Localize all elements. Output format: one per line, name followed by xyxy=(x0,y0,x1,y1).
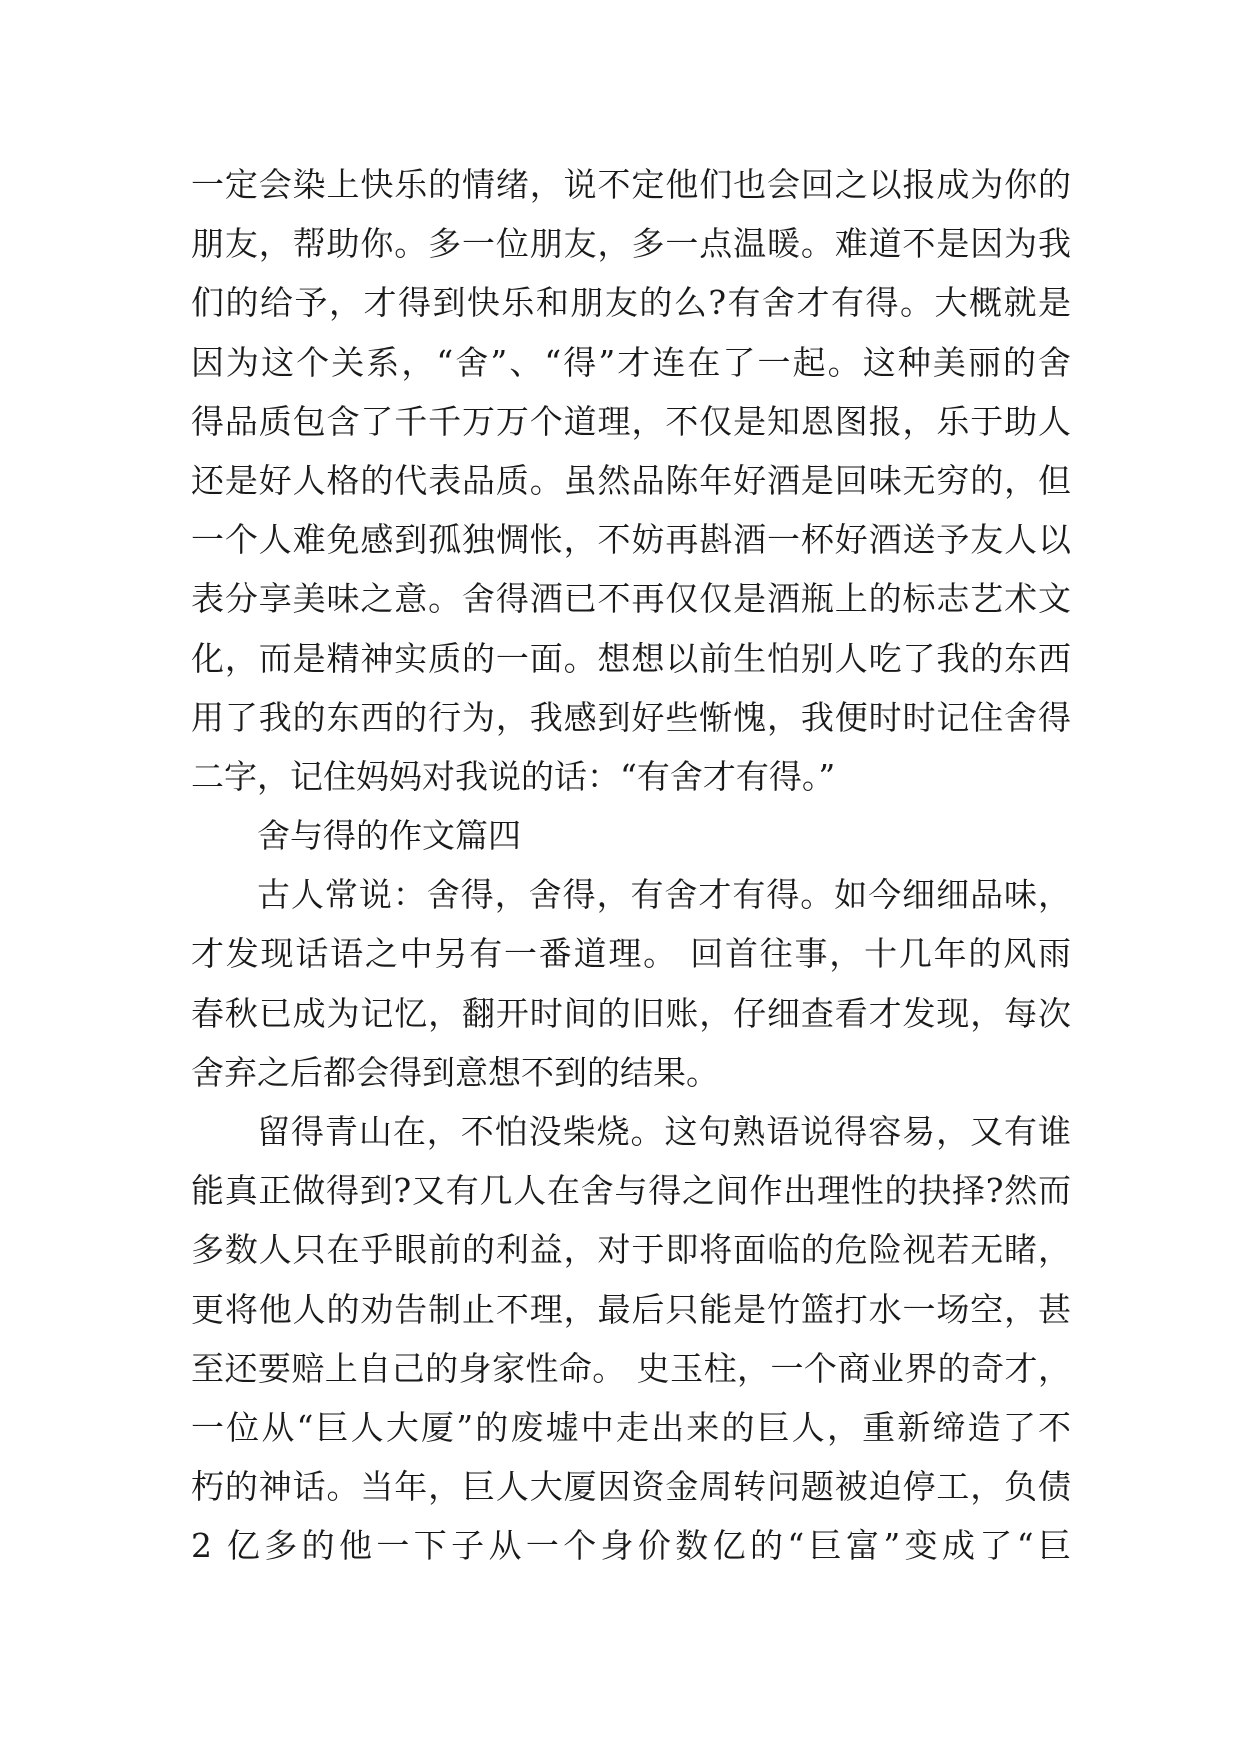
text-line: 一定会染上快乐的情绪，说不定他们也会回之以报成为你的 xyxy=(191,165,1071,204)
text-line: 朽的神话。当年，巨人大厦因资金周转问题被迫停工，负债 xyxy=(191,1467,1071,1507)
text-line: 2 亿多的他一下子从一个身价数亿的“巨富”变成了“巨 xyxy=(191,1526,1071,1566)
text-line: 们的给予，才得到快乐和朋友的么?有舍才有得。大概就是 xyxy=(191,283,1071,323)
text-line: 因为这个关系，“舍”、“得”才连在了一起。这种美丽的舍 xyxy=(191,342,1071,382)
text-line: 得品质包含了千千万万个道理，不仅是知恩图报，乐于助人 xyxy=(191,401,1071,441)
text-line: 朋友，帮助你。多一位朋友，多一点温暖。难道不是因为我 xyxy=(191,224,1071,264)
text-line: 一个人难免感到孤独惆怅，不妨再斟酒一杯好酒送予友人以 xyxy=(191,520,1071,560)
text-line: 还是好人格的代表品质。虽然品陈年好酒是回味无穷的，但 xyxy=(191,460,1071,500)
text-line: 化，而是精神实质的一面。想想以前生怕别人吃了我的东西 xyxy=(191,638,1071,678)
essay-body xyxy=(191,155,1071,1576)
text-line: 一位从“巨人大厦”的废墟中走出来的巨人，重新缔造了不 xyxy=(191,1407,1071,1447)
paragraph-first-line: 留得青山在，不怕没柴烧。这句熟语说得容易，又有谁 xyxy=(257,1112,1071,1151)
text-line: 才发现话语之中另有一番道理。 回首往事，十几年的风雨 xyxy=(191,934,1071,974)
text-line: 更将他人的劝告制止不理，最后只能是竹篮打水一场空，甚 xyxy=(191,1289,1071,1329)
text-line: 二字，记住妈妈对我说的话：“有舍才有得。” xyxy=(191,756,836,796)
text-line: 用了我的东西的行为，我感到好些惭愧，我便时时记住舍得 xyxy=(191,697,1071,737)
paragraph-first-line: 古人常说：舍得，舍得，有舍才有得。如今细细品味， xyxy=(257,875,1071,915)
text-line: 表分享美味之意。舍得酒已不再仅仅是酒瓶上的标志艺术文 xyxy=(191,579,1071,619)
section-heading: 舍与得的作文篇四 xyxy=(257,816,521,856)
text-line: 至还要赔上自己的身家性命。 史玉柱，一个商业界的奇才， xyxy=(191,1348,1071,1388)
text-line: 春秋已成为记忆，翻开时间的旧账，仔细查看才发现，每次 xyxy=(191,993,1071,1033)
text-line: 舍弃之后都会得到意想不到的结果。 xyxy=(191,1052,719,1092)
text-line: 多数人只在乎眼前的利益，对于即将面临的危险视若无睹， xyxy=(191,1230,1071,1270)
text-line: 能真正做得到?又有几人在舍与得之间作出理性的抉择?然而 xyxy=(191,1171,1071,1211)
